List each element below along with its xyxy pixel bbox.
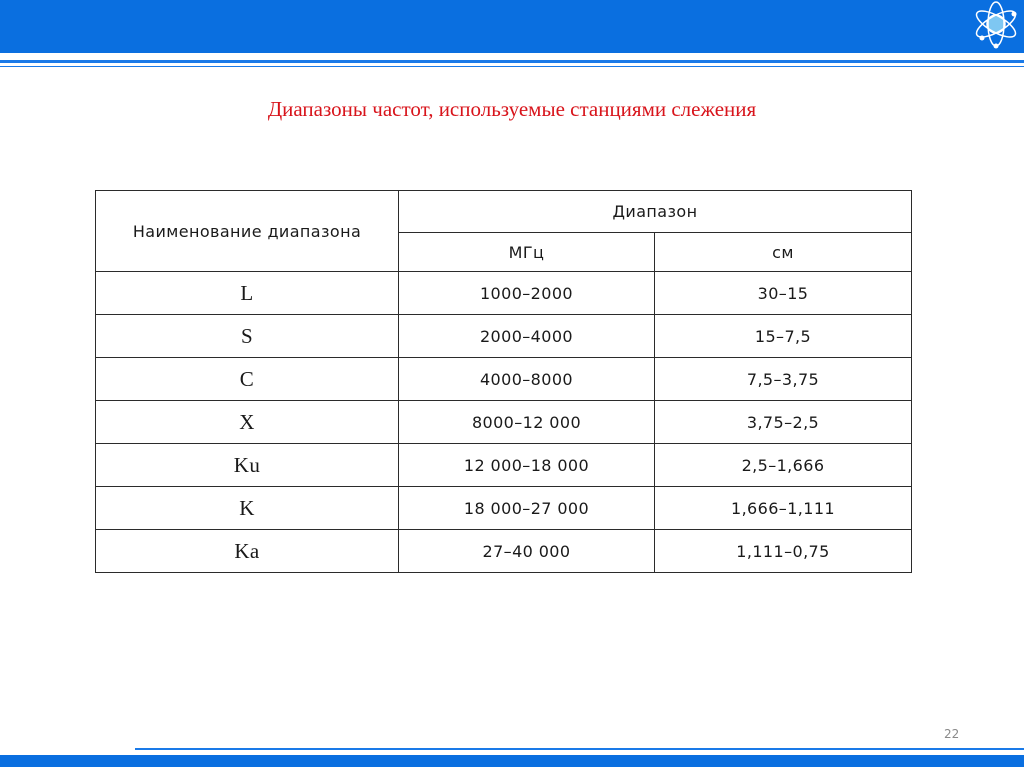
header-cm: см — [655, 233, 912, 272]
footer-divider — [135, 748, 1024, 750]
band-cell: L — [96, 272, 399, 315]
cm-cell: 1,666–1,111 — [655, 487, 912, 530]
cm-cell: 1,111–0,75 — [655, 530, 912, 573]
frequency-bands-table — [95, 190, 912, 573]
mhz-cell: 4000–8000 — [399, 358, 655, 401]
cm-cell: 30–15 — [655, 272, 912, 315]
table-row — [96, 315, 912, 358]
table-row — [96, 401, 912, 444]
mhz-cell: 27–40 000 — [399, 530, 655, 573]
slide-title: Диапазоны частот, используемые станциями слежения — [267, 97, 757, 121]
band-cell: Ku — [96, 444, 399, 487]
mhz-cell: 12 000–18 000 — [399, 444, 655, 487]
band-cell: X — [96, 401, 399, 444]
band-cell: C — [96, 358, 399, 401]
table-body — [96, 272, 912, 573]
header-divider-thin — [0, 66, 1024, 67]
header-divider — [0, 60, 1024, 63]
mhz-cell: 1000–2000 — [399, 272, 655, 315]
table-row — [96, 358, 912, 401]
table-row — [96, 487, 912, 530]
header-band-name: Наименование диапазона — [96, 191, 399, 272]
table-row — [96, 272, 912, 315]
mhz-cell: 18 000–27 000 — [399, 487, 655, 530]
mhz-cell: 8000–12 000 — [399, 401, 655, 444]
cm-cell: 7,5–3,75 — [655, 358, 912, 401]
band-cell: K — [96, 487, 399, 530]
band-cell: S — [96, 315, 399, 358]
atom-globe-icon — [968, 0, 1024, 56]
mhz-cell: 2000–4000 — [399, 315, 655, 358]
footer-bar — [0, 755, 1024, 767]
header-bar — [0, 0, 1024, 53]
header-mhz: МГц — [399, 233, 655, 272]
table-row — [96, 530, 912, 573]
cm-cell: 3,75–2,5 — [655, 401, 912, 444]
page-number: 22 — [944, 727, 960, 741]
cm-cell: 15–7,5 — [655, 315, 912, 358]
cm-cell: 2,5–1,666 — [655, 444, 912, 487]
table-row — [96, 444, 912, 487]
header-range: Диапазон — [399, 191, 912, 233]
band-cell: Ka — [96, 530, 399, 573]
